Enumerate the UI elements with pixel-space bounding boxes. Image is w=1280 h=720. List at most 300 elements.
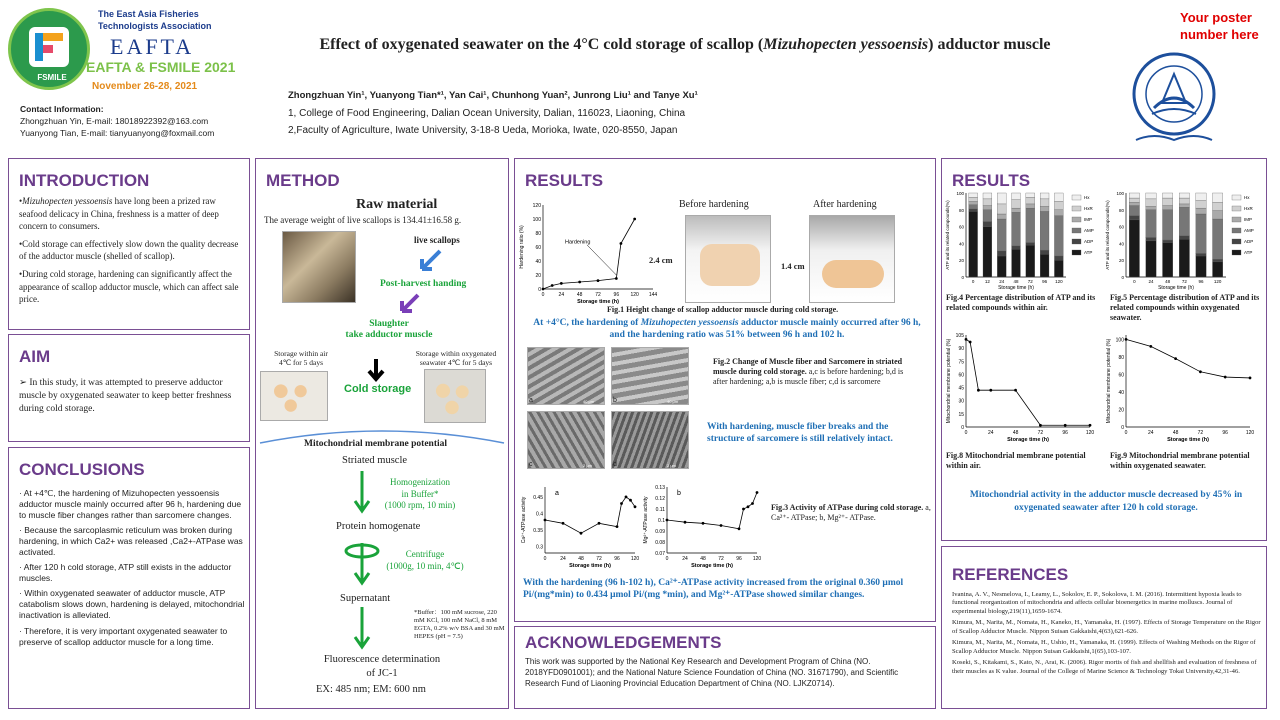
x-tick-label: 24 bbox=[560, 556, 566, 562]
results2-title: RESULTS bbox=[952, 171, 1031, 190]
y-tick-label: 20 bbox=[1118, 258, 1124, 264]
x-tick-label: 72 bbox=[1027, 279, 1033, 284]
y-tick-label: 80 bbox=[1118, 354, 1124, 361]
fig8-chart bbox=[944, 329, 1104, 447]
stacked-bar-segment bbox=[1129, 198, 1139, 202]
panel-label-d: d bbox=[613, 461, 617, 468]
stacked-bar-segment bbox=[1129, 216, 1139, 220]
stacked-bar-segment bbox=[983, 206, 992, 210]
stacked-bar-segment bbox=[1012, 208, 1021, 212]
poster-number: Your poster number here bbox=[1180, 10, 1259, 42]
storage-air-photo bbox=[260, 371, 328, 421]
y-tick-label: 0 bbox=[538, 287, 541, 293]
stacked-bar-segment bbox=[1146, 193, 1156, 199]
stacked-bar-segment bbox=[1179, 236, 1189, 239]
legend-label: ATP bbox=[1084, 250, 1093, 255]
fig2-message: With hardening, muscle fiber breaks and the structure of sarcomere is still relatively intact. bbox=[707, 422, 893, 445]
stacked-bar-segment bbox=[1146, 238, 1156, 241]
stacked-bar-segment bbox=[1129, 202, 1139, 205]
acknowledgements-title: ACKNOWLEDGEMENTS bbox=[525, 633, 722, 652]
stacked-bar-segment bbox=[1054, 193, 1063, 201]
legend-label: ADP bbox=[1244, 239, 1254, 244]
fig4-chart bbox=[944, 189, 1104, 293]
before-hardening-photo bbox=[685, 215, 771, 303]
stacked-bar-segment bbox=[1040, 199, 1049, 207]
stacked-bar-segment bbox=[1163, 193, 1173, 198]
x-tick-label: 48 bbox=[578, 556, 584, 562]
chart-title: a bbox=[555, 490, 559, 497]
y-tick-label: 45 bbox=[958, 385, 964, 392]
legend-label: Hx bbox=[1244, 195, 1250, 200]
x-tick-label: 48 bbox=[1172, 430, 1179, 436]
fig1-message: At +4°C, the hardening of Mizuhopecten yessoensis adductor muscle mainly occurred after 96 h, and the hardening ratio was 51% between 96 h and 102 h. bbox=[533, 318, 921, 341]
y-tick-label: 100 bbox=[956, 191, 964, 196]
x-tick-label: 0 bbox=[543, 556, 547, 562]
conclusion-item: · At +4℃, the hardening of Mizuhopecten yessoensis adductor muscle mainly occurred after 96 h, hardening due to muscle fiber changes rather than sarcomere changes. bbox=[19, 488, 242, 521]
y-tick-label: 40 bbox=[1118, 241, 1124, 247]
legend-swatch bbox=[1072, 217, 1081, 222]
method-panel bbox=[255, 158, 509, 709]
stacked-bar-segment bbox=[1146, 206, 1156, 209]
references-title: REFERENCES bbox=[952, 565, 1069, 584]
y-tick-label: 0.08 bbox=[655, 540, 665, 546]
contact-info bbox=[20, 104, 214, 140]
legend-swatch bbox=[1072, 206, 1081, 211]
reference-item: Kimura, M., Narita, M., Nomata, H., Kaneko, H., Yamanaka, H. (1997). Effects of Storage Temperature on the Rigor of Scallop Adductor Muscle. Nippon Suisan Gakkaishi,4(63),621-626. bbox=[952, 619, 1261, 635]
stacked-bar-segment bbox=[1026, 243, 1035, 246]
stacked-bar-segment bbox=[1179, 193, 1189, 198]
data-point bbox=[578, 281, 581, 284]
y-tick-label: 0.1 bbox=[658, 518, 665, 524]
y-tick-label: 80 bbox=[535, 231, 541, 237]
y-tick-label: 75 bbox=[958, 359, 964, 366]
storage-oxy-label: Storage within oxygenated seawater 4℃ for 5 days bbox=[415, 349, 497, 367]
live-scallops-photo bbox=[282, 231, 356, 303]
stacked-bar-segment bbox=[1163, 243, 1173, 277]
stacked-bar-segment bbox=[1213, 259, 1223, 262]
stacked-bar-segment bbox=[983, 222, 992, 227]
stacked-bar-segment bbox=[1054, 256, 1063, 260]
stacked-bar-segment bbox=[983, 199, 992, 206]
panel-label-b: b bbox=[613, 397, 617, 404]
annotation-arrow bbox=[587, 245, 616, 275]
stacked-bar-segment bbox=[1040, 193, 1049, 199]
data-point bbox=[738, 527, 741, 530]
data-point bbox=[562, 522, 565, 525]
data-point bbox=[977, 389, 980, 392]
data-point bbox=[633, 218, 636, 221]
x-tick-label: 72 bbox=[718, 556, 724, 562]
y-tick-label: 40 bbox=[1118, 389, 1124, 396]
x-tick-label: 48 bbox=[700, 556, 706, 562]
stacked-bar-segment bbox=[1054, 260, 1063, 277]
x-axis-label: Storage time (h) bbox=[1167, 437, 1209, 443]
legend-label: AMP bbox=[1084, 228, 1094, 233]
event-dates: November 26-28, 2021 bbox=[92, 81, 198, 92]
data-point bbox=[597, 279, 600, 282]
y-tick-label: 0.11 bbox=[655, 507, 665, 513]
after-hardening-photo bbox=[809, 215, 895, 303]
x-tick-label: 120 bbox=[1245, 430, 1255, 436]
data-point bbox=[989, 389, 992, 392]
stacked-bar-segment bbox=[1146, 199, 1156, 207]
y-tick-label: 0.13 bbox=[655, 485, 665, 491]
contact-2: Yuanyong Tian, E-mail: tianyuanyong@foxmail.com bbox=[20, 127, 215, 138]
intro-p3: •During cold storage, hardening can significantly affect the appearance of scallop adductor muscle, which can affect sale price. bbox=[19, 268, 239, 305]
stacked-bar-segment bbox=[1054, 210, 1063, 216]
x-tick-label: 0 bbox=[971, 279, 975, 284]
y-tick-label: 40 bbox=[535, 259, 541, 265]
stacked-bar-segment bbox=[1196, 208, 1206, 214]
x-tick-label: 0 bbox=[1133, 279, 1136, 284]
fig3b-chart bbox=[641, 481, 763, 573]
x-tick-label: 0 bbox=[541, 292, 545, 298]
stacked-bar-segment bbox=[1054, 201, 1063, 209]
slaughter-label: Slaughter take adductor muscle bbox=[345, 319, 433, 341]
stacked-bar-segment bbox=[1040, 206, 1049, 211]
stacked-bar-segment bbox=[1213, 202, 1223, 210]
stacked-bar-segment bbox=[1012, 246, 1021, 249]
y-tick-label: 60 bbox=[535, 245, 541, 251]
stacked-bar-segment bbox=[1129, 193, 1139, 198]
stacked-bar-segment bbox=[969, 211, 978, 277]
x-tick-label: 96 bbox=[1222, 430, 1228, 436]
x-tick-label: 120 bbox=[1055, 279, 1063, 284]
data-point bbox=[1174, 357, 1177, 360]
introduction-title: INTRODUCTION bbox=[19, 171, 150, 190]
exem-label: EX: 485 nm; EM: 600 nm bbox=[316, 684, 426, 695]
stacked-bar-segment bbox=[1026, 208, 1035, 242]
x-axis-label: Storage time (h) bbox=[1007, 437, 1049, 443]
x-tick-label: 24 bbox=[558, 292, 565, 298]
stacked-bar-segment bbox=[1213, 193, 1223, 202]
legend-swatch bbox=[1072, 228, 1081, 233]
height-after: 1.4 cm bbox=[781, 261, 805, 271]
y-axis-label: ATP and its related compounds(%) bbox=[1105, 200, 1110, 270]
stacked-bar-segment bbox=[1179, 239, 1189, 277]
y-tick-label: 80 bbox=[1118, 207, 1124, 213]
legend-swatch bbox=[1232, 217, 1241, 222]
fig1-chart bbox=[517, 199, 665, 311]
stacked-bar-segment bbox=[1196, 201, 1206, 209]
stacked-bar-segment bbox=[1040, 211, 1049, 250]
y-tick-label: 100 bbox=[1115, 337, 1124, 344]
legend-swatch bbox=[1072, 239, 1081, 244]
post-harvest-label: Post-harvest handing bbox=[380, 279, 467, 289]
mmp-heading: Mitochondrial membrane potential bbox=[304, 439, 448, 449]
x-tick-label: 72 bbox=[1037, 430, 1044, 436]
x-tick-label: 72 bbox=[596, 556, 602, 562]
stacked-bar-segment bbox=[1026, 245, 1035, 277]
conclusion-item: · Therefore, it is very important oxygenated seawater to preserve of scallop adductor muscle for a long time. bbox=[19, 625, 228, 647]
legend-swatch bbox=[1232, 228, 1241, 233]
data-point bbox=[969, 341, 972, 344]
y-tick-label: 0.35 bbox=[533, 527, 543, 534]
fig9-chart bbox=[1104, 329, 1264, 447]
y-axis-label: Mitochondrial membrane potential (%) bbox=[946, 338, 952, 424]
storage-oxy-photo bbox=[424, 369, 486, 423]
x-axis-label: Storage time (h) bbox=[691, 563, 733, 569]
x-tick-label: 96 bbox=[614, 556, 620, 562]
before-label: Before hardening bbox=[679, 199, 749, 210]
conclusion-item: · Because the sarcoplasmic reticulum was broken during hardening, in which Ca2+ was released ,Ca2+-ATPase was activated. bbox=[19, 525, 243, 558]
legend-label: Hx bbox=[1084, 195, 1090, 200]
acknowledgements-text: This work was supported by the National Key Research and Development Program of China (NO. 2018YFD0901001); and the National Nature Science Foundation of China (NO. 31671790), and Scientific Research Fund of Liaoning Provincial Education Department of China (NO. LJKZ0714). bbox=[525, 657, 899, 688]
data-point bbox=[1149, 345, 1152, 348]
data-point bbox=[1224, 376, 1227, 379]
legend-label: IMP bbox=[1244, 217, 1253, 222]
stacked-bar-segment bbox=[1040, 254, 1049, 277]
data-point bbox=[756, 491, 759, 494]
stacked-bar-segment bbox=[1054, 216, 1063, 256]
stacked-bar-segment bbox=[997, 214, 1006, 219]
arrow-icon: ➢ bbox=[19, 378, 30, 388]
method-title: METHOD bbox=[266, 171, 340, 190]
stacked-bar-segment bbox=[1179, 204, 1189, 207]
affiliation-2: 2,Faculty of Agriculture, Iwate University, 3-18-8 Ueda, Morioka, Iwate, 020-8550, Japan bbox=[288, 125, 678, 136]
legend-swatch bbox=[1232, 206, 1241, 211]
stacked-bar-segment bbox=[1196, 193, 1206, 201]
results1-title: RESULTS bbox=[525, 171, 604, 190]
stacked-bar-segment bbox=[997, 204, 1006, 214]
series-line bbox=[966, 339, 1090, 425]
fig5-chart bbox=[1104, 189, 1264, 293]
data-point bbox=[1014, 389, 1017, 392]
protein-label: Protein homogenate bbox=[336, 521, 421, 532]
x-axis-label: Storage time (h) bbox=[569, 563, 611, 569]
series-line bbox=[667, 493, 757, 529]
event-name: EAFTA & FSMILE 2021 bbox=[86, 59, 236, 75]
fig9-caption: Fig.9 Mitochondrial membrane potential within oxygenated seawater. bbox=[1110, 451, 1250, 470]
x-tick-label: 24 bbox=[1148, 430, 1154, 436]
data-point bbox=[625, 496, 628, 499]
y-tick-label: 60 bbox=[958, 372, 964, 379]
data-point bbox=[620, 242, 623, 245]
x-tick-label: 48 bbox=[576, 292, 583, 298]
x-tick-label: 24 bbox=[999, 279, 1005, 284]
data-point bbox=[1089, 424, 1092, 427]
stacked-bar-segment bbox=[1213, 262, 1223, 277]
centrifuge-arrow-icon bbox=[342, 537, 382, 587]
y-axis-label: Mitochondrial membrane potential (%) bbox=[1106, 338, 1112, 424]
legend-swatch bbox=[1072, 250, 1081, 255]
acknowledgements-panel bbox=[514, 626, 936, 709]
sem-photo-d bbox=[611, 411, 689, 469]
authors: Zhongzhuan Yin¹, Yuanyong Tian*¹, Yan Cai¹, Chunhong Yuan², Junrong Liu¹ and Tanye Xu¹ bbox=[288, 90, 698, 101]
data-point bbox=[551, 284, 554, 287]
y-tick-label: 90 bbox=[958, 346, 964, 353]
y-tick-label: 100 bbox=[1116, 191, 1124, 196]
legend-label: HxR bbox=[1244, 206, 1253, 211]
data-point bbox=[751, 502, 754, 505]
y-tick-label: 20 bbox=[1118, 407, 1124, 414]
conclusions-panel bbox=[8, 447, 250, 709]
stacked-bar-segment bbox=[1196, 253, 1206, 256]
y-tick-label: 15 bbox=[958, 411, 964, 418]
y-tick-label: 0 bbox=[1121, 425, 1124, 431]
x-tick-label: 48 bbox=[1165, 279, 1171, 284]
y-tick-label: 20 bbox=[535, 273, 541, 279]
results1-panel bbox=[514, 158, 936, 622]
x-tick-label: 120 bbox=[1085, 430, 1095, 436]
stacked-bar-segment bbox=[1179, 207, 1189, 236]
stacked-bar-segment bbox=[1026, 197, 1035, 204]
page-title: Effect of oxygenated seawater on the 4°C cold storage of scallop (Mizuhopecten yessoensis) adductor muscle bbox=[319, 36, 1051, 53]
series-line bbox=[1126, 339, 1250, 378]
stacked-bar-segment bbox=[997, 251, 1006, 256]
y-tick-label: 0.45 bbox=[533, 494, 543, 501]
stacked-bar-segment bbox=[1146, 210, 1156, 238]
y-axis-label: Mg²⁺-ATPase activity bbox=[643, 496, 649, 544]
buffer-note: *Buffer：100 mM sucrose, 220 mM KCl, 100 mM NaCl, 8 mM EGTA, 0.2% w/v BSA and 30 mM HEPES (pH = 7.5) bbox=[414, 609, 505, 641]
fig4-caption: Fig.4 Percentage distribution of ATP and its related compounds within air. bbox=[946, 293, 1096, 312]
x-tick-label: 24 bbox=[1148, 279, 1154, 284]
scale-label-d: 2 μm bbox=[667, 463, 676, 468]
stacked-bar-segment bbox=[997, 193, 1006, 204]
aim-panel bbox=[8, 334, 250, 442]
stacked-bar-segment bbox=[969, 205, 978, 209]
fig1-caption: Fig.1 Height change of scallop adductor muscle during cold storage. bbox=[607, 305, 839, 314]
x-tick-label: 0 bbox=[964, 430, 968, 436]
x-tick-label: 0 bbox=[1124, 430, 1128, 436]
fig5-caption: Fig.5 Percentage distribution of ATP and its related compounds within oxygenated seawater. bbox=[1110, 293, 1260, 322]
stacked-bar-segment bbox=[1012, 193, 1021, 200]
eafta-text: EAFTA bbox=[110, 34, 195, 59]
introduction-panel bbox=[8, 158, 250, 330]
x-tick-label: 12 bbox=[984, 279, 990, 284]
data-point bbox=[560, 282, 563, 285]
data-point bbox=[620, 502, 623, 505]
green-arrow-icon bbox=[352, 471, 372, 515]
y-axis-label: Ca²⁺-ATPase activity bbox=[521, 496, 527, 544]
assoc-line2: Technologists Association bbox=[98, 21, 212, 32]
legend-label: ADP bbox=[1084, 239, 1094, 244]
legend-swatch bbox=[1232, 239, 1241, 244]
x-tick-label: 72 bbox=[1181, 279, 1187, 284]
legend-swatch bbox=[1072, 195, 1081, 200]
x-axis-label: Storage time (h) bbox=[1158, 285, 1194, 291]
legend-label: AMP bbox=[1244, 228, 1254, 233]
legend-swatch bbox=[1232, 250, 1241, 255]
stacked-bar-segment bbox=[969, 197, 978, 201]
x-tick-label: 96 bbox=[1198, 279, 1204, 284]
x-tick-label: 120 bbox=[752, 556, 762, 562]
aim-text: In this study, it was attempted to preserve adductor muscle by oxygenated seawater to keep better freshness during cold storage. bbox=[19, 378, 232, 414]
conclusion-item: · After 120 h cold storage, ATP still exists in the adductor muscles. bbox=[19, 562, 232, 584]
data-point bbox=[702, 522, 705, 525]
legend-label: IMP bbox=[1084, 217, 1093, 222]
stacked-bar-segment bbox=[1146, 241, 1156, 277]
stacked-bar-segment bbox=[1026, 204, 1035, 208]
stacked-bar-segment bbox=[1196, 256, 1206, 277]
x-tick-label: 144 bbox=[648, 292, 658, 298]
data-point bbox=[598, 522, 601, 525]
stacked-bar-segment bbox=[1129, 220, 1139, 277]
y-tick-label: 60 bbox=[958, 224, 964, 230]
y-tick-label: 0.3 bbox=[536, 544, 543, 551]
y-tick-label: 40 bbox=[958, 241, 964, 247]
y-tick-label: 105 bbox=[955, 333, 964, 339]
x-axis-label: Storage time (h) bbox=[998, 285, 1034, 291]
chart-annotation: Hardening bbox=[565, 239, 591, 246]
intro-p2: •Cold storage can effectively slow down the quality decrease of the adductor muscle (shelled of scallop). bbox=[19, 238, 239, 262]
stacked-bar-segment bbox=[1012, 212, 1021, 246]
weight-text: The average weight of live scallops is 134.41±16.58 g. bbox=[264, 215, 462, 225]
reference-item: Kimura, M., Narita, M., Nomata, H., Ushio, H., Yamanaka, H. (1999). Effects of Washing Methods on the Rigor of Scallop Adductor Muscle. Nippon Suisan Gakkaishi,1(65),103-107. bbox=[952, 639, 1256, 655]
y-tick-label: 30 bbox=[958, 398, 964, 405]
panel-label-c: c bbox=[529, 461, 533, 468]
contact-1: Zhongzhuan Yin, E-mail: 18018922392@163.com bbox=[20, 115, 209, 126]
scale-label-a: 40 μm bbox=[583, 399, 595, 404]
x-tick-label: 96 bbox=[1062, 430, 1068, 436]
fig2-caption: Fig.2 Change of Muscle fiber and Sarcomere in striated muscle during cold storage. a,c is before hardening; b,d is after hardening; a,b is muscle fiber; c,d is sarcomere bbox=[713, 357, 904, 386]
stacked-bar-segment bbox=[969, 209, 978, 212]
stacked-bar-segment bbox=[969, 201, 978, 204]
x-tick-label: 0 bbox=[665, 556, 669, 562]
down-arrow-icon bbox=[366, 359, 386, 383]
stacked-bar-segment bbox=[1163, 210, 1173, 240]
intro-p1: •Mizuhopecten yessoensis have long been a prized raw seafood delicacy in China, freshness is a matter of deep concern to consumers. bbox=[19, 196, 219, 232]
data-point bbox=[742, 508, 745, 511]
stacked-bar-segment bbox=[1163, 198, 1173, 206]
x-tick-label: 72 bbox=[595, 292, 601, 298]
stacked-bar-segment bbox=[1012, 200, 1021, 208]
results2-message: Mitochondrial activity in the adductor muscle decreased by 45% in oxygenated seawater after 120 h cold storage. bbox=[969, 490, 1243, 513]
y-tick-label: 0 bbox=[1121, 275, 1124, 280]
sem-photo-a bbox=[527, 347, 605, 405]
data-point bbox=[747, 505, 750, 508]
y-tick-label: 60 bbox=[1118, 372, 1124, 379]
stacked-bar-segment bbox=[1179, 198, 1189, 204]
data-point bbox=[1249, 377, 1252, 380]
x-tick-label: 96 bbox=[613, 292, 620, 298]
centrifuge-label: Centrifuge (1000g, 10 min, 4℃) bbox=[386, 549, 464, 571]
y-tick-label: 0.12 bbox=[655, 496, 665, 502]
chart-title: b bbox=[677, 490, 681, 497]
contact-title: Contact Information: bbox=[20, 104, 104, 114]
references-panel bbox=[941, 546, 1267, 709]
x-tick-label: 48 bbox=[1013, 279, 1019, 284]
data-point bbox=[720, 524, 723, 527]
data-point bbox=[1199, 370, 1202, 373]
purple-arrow-icon bbox=[394, 291, 422, 319]
sem-photo-b bbox=[611, 347, 689, 405]
results2-panel bbox=[941, 158, 1267, 541]
y-axis-label: Hardening ratio (%) bbox=[519, 225, 525, 269]
storage-air-label: Storage within air 4℃ for 5 days bbox=[274, 349, 328, 367]
supernatant-label: Supernatant bbox=[340, 593, 391, 604]
stacked-bar-segment bbox=[983, 210, 992, 222]
aim-title: AIM bbox=[19, 347, 51, 366]
x-tick-label: 48 bbox=[1012, 430, 1019, 436]
scale-label-b: 40 μm bbox=[667, 399, 679, 404]
y-axis-label: ATP and its related compounds(%) bbox=[945, 200, 950, 270]
legend-label: HxR bbox=[1084, 206, 1093, 211]
y-tick-label: 0.09 bbox=[655, 529, 665, 535]
data-point bbox=[544, 519, 547, 522]
panel-label-a: a bbox=[529, 397, 533, 404]
legend-label: ATP bbox=[1244, 250, 1253, 255]
cold-storage-label: Cold storage bbox=[344, 383, 412, 395]
fig3-message: With the hardening (96 h-102 h), Ca²⁺-ATPase activity increased from the original 0.360 μmol Pi/(mg*min) to 0.434 μmol Pi/(mg *min), and Mg²⁺-ATPase showed similar changes. bbox=[523, 578, 904, 601]
y-tick-label: 0.4 bbox=[536, 511, 543, 518]
data-point bbox=[615, 277, 618, 280]
data-point bbox=[542, 288, 545, 291]
striated-label: Striated muscle bbox=[342, 455, 408, 466]
data-point bbox=[965, 338, 968, 341]
stacked-bar-segment bbox=[1163, 206, 1173, 210]
blue-arrow-icon bbox=[414, 247, 444, 277]
